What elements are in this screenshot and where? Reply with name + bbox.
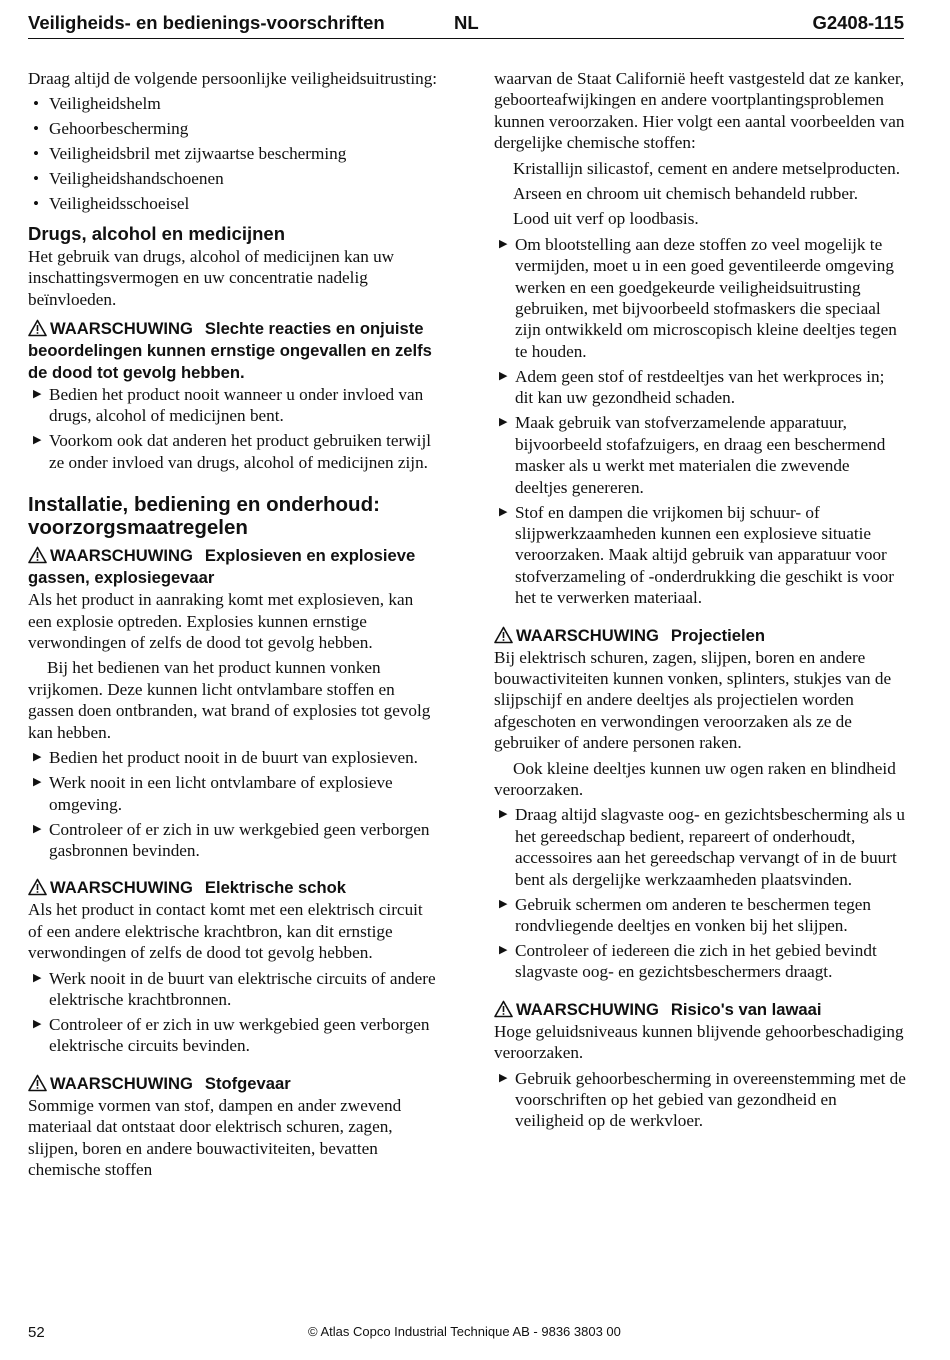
- warning-title: Elektrische schok: [204, 878, 347, 898]
- header-document-code: G2408-115: [812, 12, 904, 33]
- header-title: Veiligheids- en bedienings-voorschriften: [28, 12, 385, 33]
- instruction-item: ▶ Gebruik schermen om anderen te beschermen tegen rondvliegende deeltjes en vonken bij het slijpen.: [499, 894, 872, 935]
- warning-triangle-icon: [494, 626, 513, 644]
- instruction-item: ▶ Om blootstelling aan deze stoffen zo veel mogelijk te vermijden, moet u in een goed geventileerde omgeving werken en een goedgekeurde veiligheidsuitrusting gebruiken, met bijvoorbeeld stofmaskers die speciaal zijn ontwikkeld om microscopisch kleine deeltjes tegen te houden.: [499, 234, 897, 361]
- right-column: [494, 68, 906, 1136]
- warning-triangle-icon: [28, 546, 47, 564]
- ppe-item: • Veiligheidshelm: [28, 93, 440, 114]
- instruction-item: ▶ Voorkom ook dat anderen het product gebruiken terwijl ze onder invloed van drugs, alcohol of medicijnen zijn.: [33, 431, 432, 472]
- left-column: [28, 68, 440, 1184]
- page-number: 52: [28, 1324, 45, 1341]
- warning-label: WAARSCHUWING: [516, 999, 659, 1019]
- instruction-item: ▶ Werk nooit in de buurt van elektrische circuits of andere elektrische krachtbronnen.: [33, 968, 436, 1009]
- header-language: NL: [454, 12, 479, 33]
- dust-text: Sommige vormen van stof, dampen en ander zwevend materiaal dat ontstaat door elektrisch schuren, zagen, slijpen, boren en andere bouwactiviteiten, bevatten chemische stoffen: [28, 1095, 402, 1179]
- triangle-bullet-icon: ▶: [33, 971, 42, 984]
- explosives-instructions: [28, 747, 440, 861]
- instruction-item: ▶ Draag altijd slagvaste oog- en gezichtsbescherming als u het gereedschap bedient, repareert of onderhoudt, accessoires aan het gereedschap vervangt of in de buurt bent als dergelijke werkzaamheden plaatsvinden.: [499, 805, 905, 889]
- instruction-item: ▶ Controleer of iedereen die zich in het gebied bevindt slagvaste oog- en gezichtsbeschermers draagt.: [499, 941, 877, 982]
- triangle-bullet-icon: ▶: [33, 1017, 42, 1030]
- dust-continued-text: waarvan de Staat Californië heeft vastgesteld dat ze kanker, geboorteafwijkingen en andere voortplantingsproblemen kunnen veroorzaken. Hier volgt een aantal voorbeelden van dergelijke chemische stoffen:: [494, 69, 905, 153]
- electric-text: Als het product in contact komt met een elektrisch circuit of een andere elektrische krachtbron, kan dit ernstige verwondingen of zelfs de dood tot gevolg hebben.: [28, 900, 423, 963]
- warning-title: Slechte reacties en onjuiste beoordelingen kunnen ernstige ongevallen en zelfs de dood tot gevolg hebben.: [28, 319, 432, 383]
- electric-warning: [28, 877, 440, 899]
- drugs-warning: [28, 318, 440, 384]
- warning-triangle-icon: [494, 1000, 513, 1018]
- triangle-bullet-icon: ▶: [499, 808, 508, 821]
- explosives-text-1: Als het product in aanraking komt met explosieven, kan een explosie optreden. Explosies kunnen ernstige verwondingen of zelfs de dood tot gevolg hebben.: [28, 590, 414, 653]
- triangle-bullet-icon: ▶: [499, 416, 508, 429]
- triangle-bullet-icon: ▶: [499, 1071, 508, 1084]
- drugs-instructions: [28, 384, 440, 473]
- ppe-item: • Veiligheidsschoeisel: [28, 193, 440, 214]
- projectiles-warning: [494, 625, 906, 647]
- warning-title: Risico's van lawaai: [670, 999, 822, 1019]
- warning-title: Explosieven en explosieve gassen, explosiegevaar: [28, 546, 416, 588]
- dust-example: Kristallijn silicastof, cement en andere metselproducten.: [513, 158, 901, 178]
- triangle-bullet-icon: ▶: [33, 776, 42, 789]
- explosives-text-2: Bij het bedienen van het product kunnen vonken vrijkomen. Deze kunnen licht ontvlambare stoffen en gassen doen ontbranden, wat brand of explosies tot gevolg kan hebben.: [28, 658, 431, 742]
- instruction-item: ▶ Controleer of er zich in uw werkgebied geen verborgen elektrische circuits bevinden.: [33, 1014, 430, 1056]
- explosives-warning: [28, 545, 440, 589]
- triangle-bullet-icon: ▶: [499, 237, 508, 250]
- triangle-bullet-icon: ▶: [499, 369, 508, 382]
- warning-title: Stofgevaar: [204, 1073, 291, 1093]
- drugs-text: Het gebruik van drugs, alcohol of medicijnen kan uw inschattingsvermogen en uw concentratie nadelig beïnvloeden.: [28, 246, 395, 309]
- noise-text: Hoge geluidsniveaus kunnen blijvende gehoorbeschadiging veroorzaken.: [494, 1021, 904, 1063]
- instruction-item: ▶ Gebruik gehoorbescherming in overeenstemming met de voorschriften op het gebied van gezondheid en veiligheid op de werkvloer.: [499, 1068, 906, 1131]
- instruction-item: ▶ Controleer of er zich in uw werkgebied geen verborgen gasbronnen bevinden.: [33, 819, 430, 860]
- copyright-notice: © Atlas Copco Industrial Technique AB - 9836 3803 00: [308, 1324, 621, 1339]
- dust-instructions: [494, 234, 906, 609]
- instruction-item: ▶ Bedien het product nooit in de buurt van explosieven.: [33, 748, 418, 768]
- warning-label: WAARSCHUWING: [50, 1073, 193, 1093]
- install-heading: Installatie, bediening en onderhoud: voorzorgsmaatregelen: [28, 493, 380, 540]
- ppe-item: • Veiligheidsbril met zijwaartse bescherming: [28, 143, 440, 164]
- ppe-item: • Gehoorbescherming: [28, 118, 440, 139]
- instruction-item: ▶ Adem geen stof of restdeeltjes van het werkproces in; dit kan uw gezondheid schaden.: [499, 366, 885, 408]
- instruction-item: ▶ Maak gebruik van stofverzamelende apparatuur, bijvoorbeeld stofafzuigers, en draag een beschermend masker als u werkt met materialen die zwevende deeltjes genereren.: [499, 413, 886, 497]
- warning-triangle-icon: [28, 878, 47, 896]
- triangle-bullet-icon: ▶: [33, 434, 42, 447]
- warning-label: WAARSCHUWING: [50, 546, 193, 566]
- page-header: [28, 11, 904, 39]
- triangle-bullet-icon: ▶: [499, 944, 508, 956]
- projectiles-instructions: [494, 804, 906, 982]
- triangle-bullet-icon: ▶: [33, 751, 42, 764]
- dust-example: Lood uit verf op loodbasis.: [513, 209, 699, 229]
- projectiles-text-1: Bij elektrisch schuren, zagen, slijpen, boren en andere bouwactiviteiten kunnen vonken, splinters, stukjes van de slijpschijf en andere deeltjes als projectielen worden afgeschoten en verwondingen veroorzaken als ze de gebruiker of andere personen raken.: [494, 647, 892, 753]
- ppe-item: • Veiligheidshandschoenen: [28, 168, 440, 189]
- noise-instructions: [494, 1068, 906, 1132]
- warning-label: WAARSCHUWING: [50, 319, 193, 339]
- electric-instructions: [28, 968, 440, 1057]
- triangle-bullet-icon: ▶: [33, 388, 42, 401]
- drugs-heading: Drugs, alcohol en medicijnen: [28, 222, 285, 244]
- page-footer: [28, 1324, 904, 1344]
- triangle-bullet-icon: ▶: [499, 505, 508, 518]
- instruction-item: ▶ Werk nooit in een licht ontvlambare of explosieve omgeving.: [33, 773, 393, 814]
- instruction-item: ▶ Stof en dampen die vrijkomen bij schuur- of slijpwerkzaamheden kunnen een explosieve situatie veroorzaken. Maak altijd gebruik van apparatuur voor stofverzameling of -onderdrukking die geschikt is voor het te verwerken materiaal.: [499, 502, 894, 608]
- triangle-bullet-icon: ▶: [499, 897, 508, 910]
- noise-warning: [494, 999, 906, 1021]
- dust-example: Arseen en chroom uit chemisch behandeld rubber.: [513, 184, 859, 204]
- projectiles-text-2: Ook kleine deeltjes kunnen uw ogen raken en blindheid veroorzaken.: [494, 758, 896, 799]
- warning-title: Projectielen: [670, 625, 765, 645]
- warning-label: WAARSCHUWING: [516, 625, 659, 645]
- warning-triangle-icon: [28, 319, 47, 337]
- triangle-bullet-icon: ▶: [33, 822, 42, 835]
- ppe-intro: Draag altijd de volgende persoonlijke veiligheidsuitrusting:: [28, 69, 438, 88]
- ppe-list: [28, 93, 440, 214]
- warning-triangle-icon: [28, 1074, 47, 1092]
- warning-label: WAARSCHUWING: [50, 878, 193, 898]
- instruction-item: ▶ Bedien het product nooit wanneer u onder invloed van drugs, alcohol of medicijnen bent.: [33, 385, 424, 426]
- dust-warning: [28, 1073, 440, 1095]
